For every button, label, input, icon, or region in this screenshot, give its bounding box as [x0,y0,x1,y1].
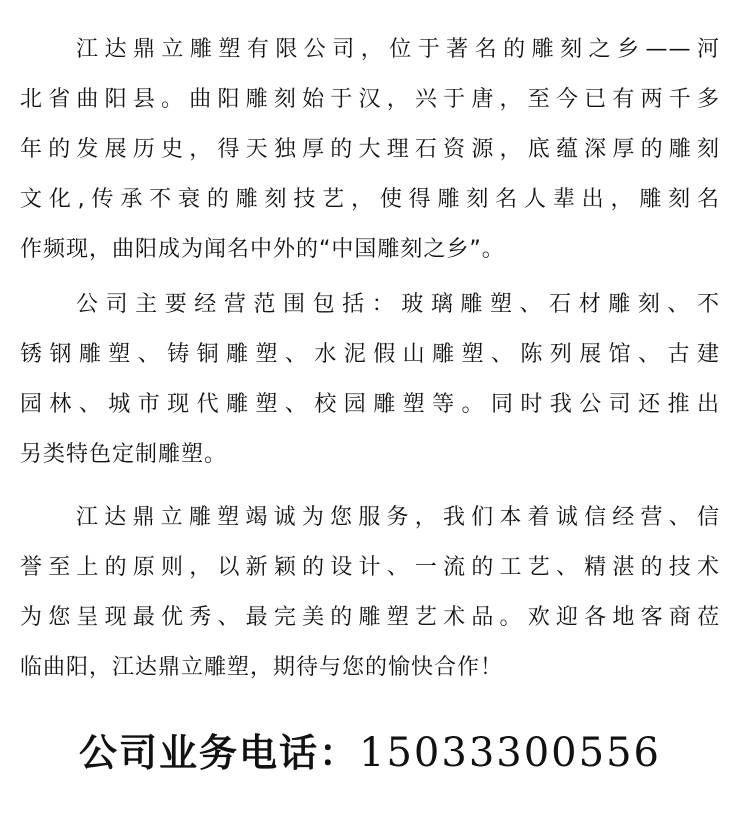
text-line: 江达鼎立雕塑竭诚为您服务，我们本着诚信经营、信 [76,505,720,530]
text-line: 临曲阳，江达鼎立雕塑，期待与您的愉快合作！ [20,655,504,680]
text-line: 年的发展历史，得天独厚的大理石资源，底蕴深厚的雕刻 [20,137,720,162]
text-line: 园林、城市现代雕塑、校园雕塑等。同时我公司还推出 [20,392,720,417]
text-line: 为您呈现最优秀、最完美的雕塑艺术品。欢迎各地客商莅 [20,605,720,630]
phone-label: 公司业务电话： [79,731,360,775]
text-line: 文化,传承不衰的雕刻技艺，使得雕刻名人辈出，雕刻名 [20,187,720,212]
phone-number[interactable]: 15033300556 [359,730,661,776]
text-line: 另类特色定制雕塑。 [20,442,228,467]
text-line: 誉至上的原则，以新颖的设计、一流的工艺、精湛的技术 [20,555,720,580]
text-line: 公司主要经营范围包括：玻璃雕塑、石材雕刻、不 [76,292,720,317]
text-line: 作频现，曲阳成为闻名中外的“中国雕刻之乡”。 [20,237,505,262]
text-line: 锈钢雕塑、铸铜雕塑、水泥假山雕塑、陈列展馆、古建 [20,342,720,367]
text-line: 江达鼎立雕塑有限公司，位于著名的雕刻之乡——河 [76,37,720,62]
contact-phone-line [0,718,740,788]
text-line: 北省曲阳县。曲阳雕刻始于汉，兴于唐，至今已有两千多 [20,87,720,112]
